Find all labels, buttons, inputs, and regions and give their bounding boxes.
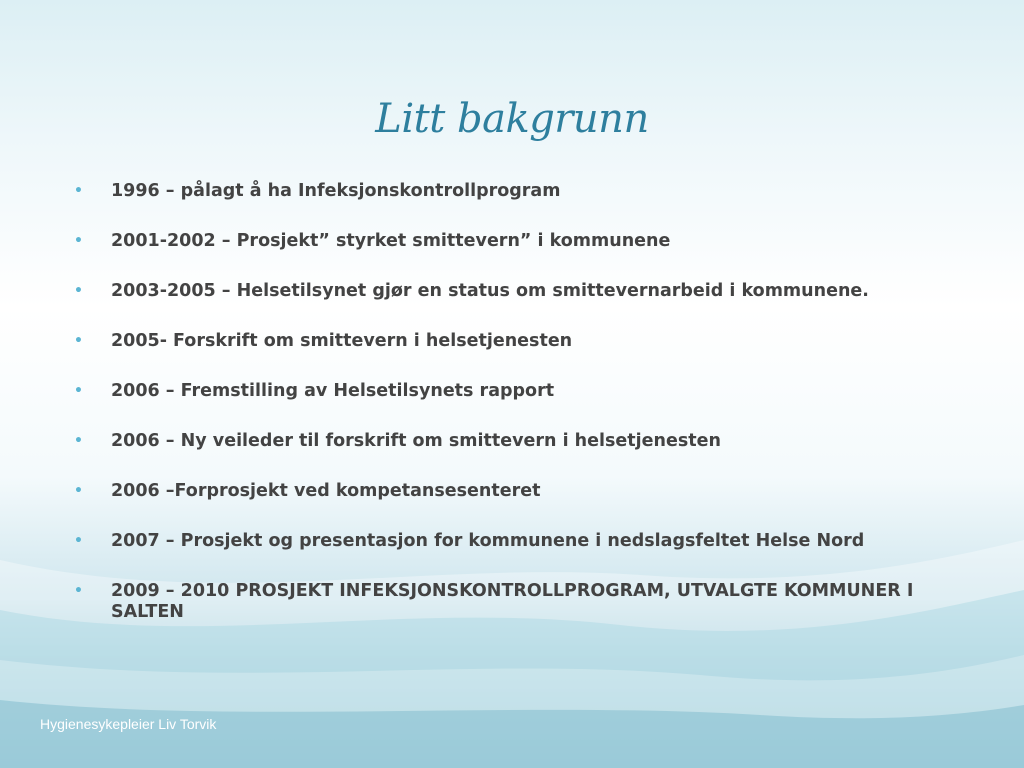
bullet-text: 2006 – Ny veileder til forskrift om smittevern i helsetjenesten <box>111 431 721 451</box>
bullet-text: 1996 – pålagt å ha Infeksjonskontrollprogram <box>111 181 561 201</box>
bullet-text: 2003-2005 – Helsetilsynet gjør en status om smittevernarbeid i kommunene. <box>111 281 869 301</box>
bullet-item <box>72 481 952 502</box>
bullet-item <box>72 381 952 402</box>
bullet-dot-icon: • <box>74 333 83 349</box>
bullet-dot-icon: • <box>74 233 83 249</box>
bullet-item <box>72 531 952 552</box>
bullet-item <box>72 181 952 202</box>
bullet-dot-icon: • <box>74 183 83 199</box>
bullet-text: 2001-2002 – Prosjekt” styrket smittevern” i kommunene <box>111 231 671 251</box>
bullet-dot-icon: • <box>74 283 83 299</box>
bullet-dot-icon: • <box>74 433 83 449</box>
slide-title: Litt bakgrunn <box>375 96 649 142</box>
bullet-text: 2007 – Prosjekt og presentasjon for kommunene i nedslagsfeltet Helse Nord <box>111 531 865 551</box>
bullet-dot-icon: • <box>74 383 83 399</box>
bullet-item <box>72 231 952 252</box>
bullet-item <box>72 431 952 452</box>
bullet-text: 2009 – 2010 PROSJEKT INFEKSJONSKONTROLLPROGRAM, UTVALGTE KOMMUNER I SALTEN <box>111 581 914 622</box>
bullet-dot-icon: • <box>74 583 83 599</box>
bullet-item <box>72 581 952 623</box>
bullet-list <box>72 181 952 623</box>
bullet-text: 2006 – Fremstilling av Helsetilsynets rapport <box>111 381 555 401</box>
bullet-text: 2005- Forskrift om smittevern i helsetjenesten <box>111 331 573 351</box>
bullet-dot-icon: • <box>74 483 83 499</box>
footer-author: Hygienesykepleier Liv Torvik <box>40 716 217 732</box>
bullet-item <box>72 331 952 352</box>
bullet-dot-icon: • <box>74 533 83 549</box>
bullet-text: 2006 –Forprosjekt ved kompetansesenteret <box>111 481 541 501</box>
bullet-item <box>72 281 952 302</box>
